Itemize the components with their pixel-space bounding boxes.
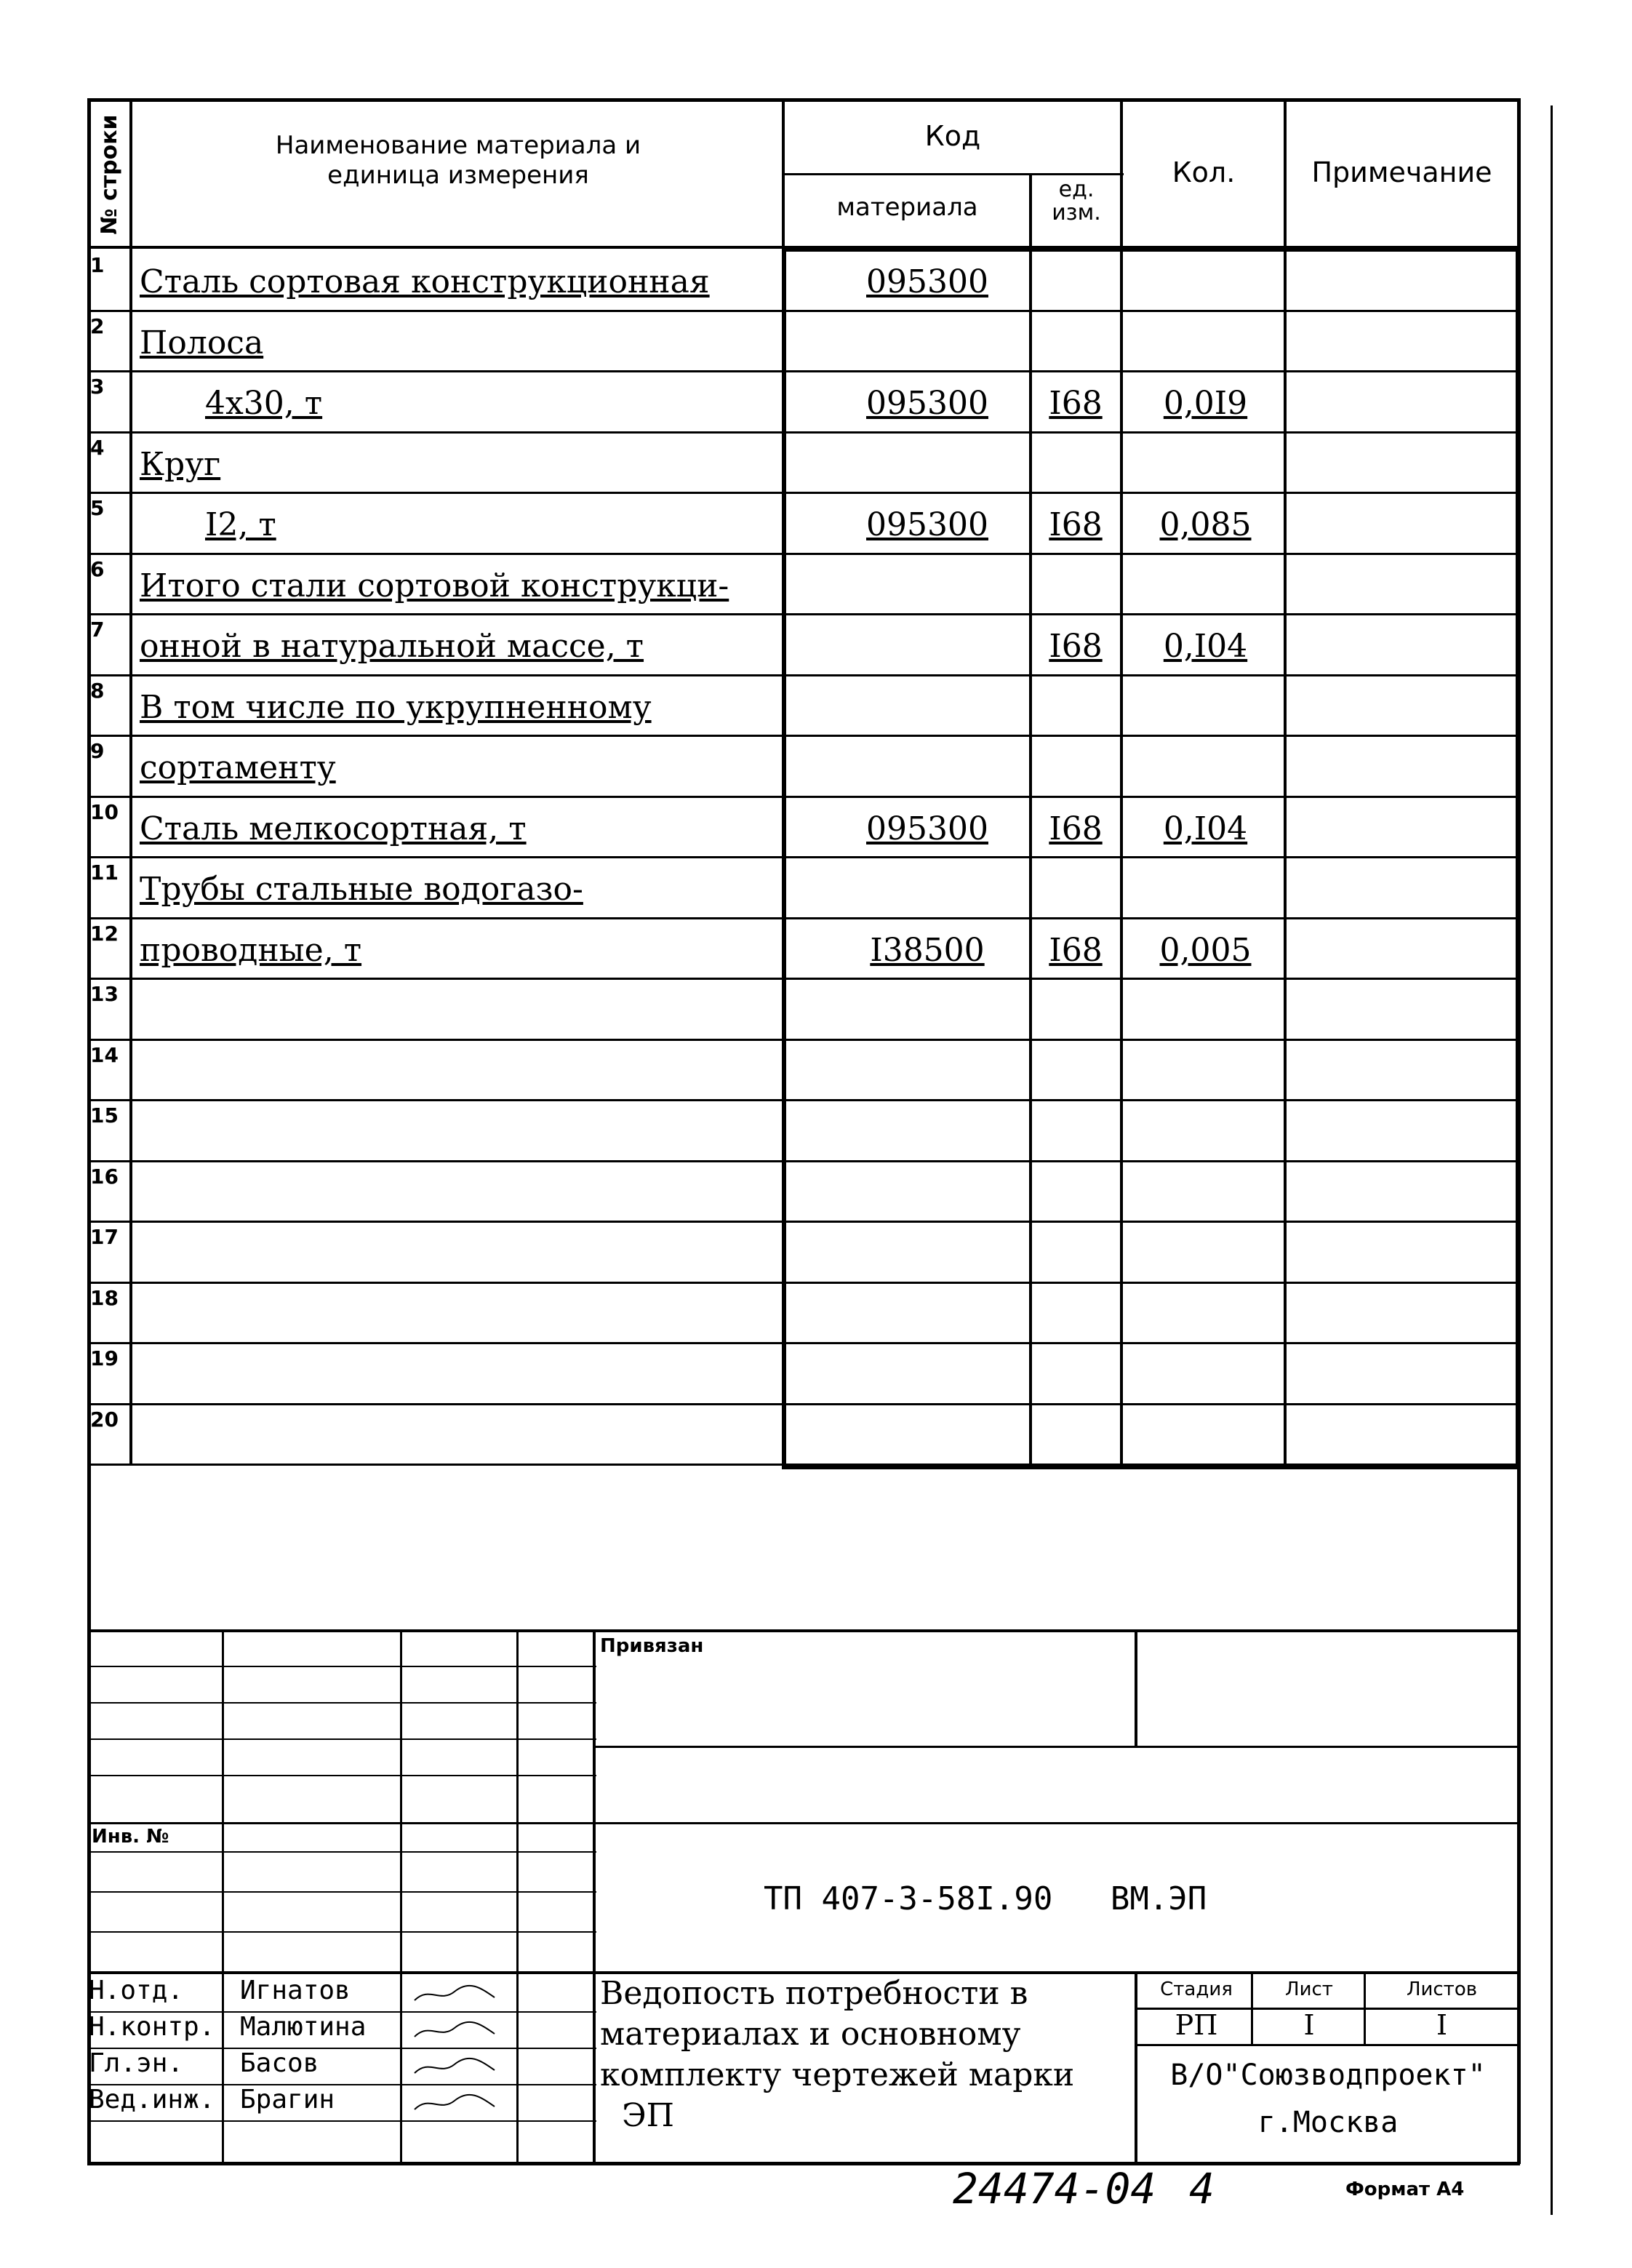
table-row [87,492,1520,553]
unit-code: I68 [1049,628,1103,665]
signer-name: Малютина [240,2012,367,2042]
sheet-label: Лист [1285,1978,1333,2000]
stage-label: Стадия [1160,1978,1233,2000]
row-number: 16 [90,1165,119,1189]
table-row [87,1039,1520,1100]
header-row-no: № строки [97,114,122,235]
material-name: I2, т [205,506,276,543]
signer-role: Н.отд. [89,1976,184,2005]
signature-mark [411,2093,498,2114]
row-number: 15 [90,1103,119,1127]
header-note: Примечание [1311,156,1492,188]
row-number: 19 [90,1346,119,1370]
row-number: 3 [90,375,105,399]
material-code: 095300 [866,385,988,422]
row-number: 2 [90,314,105,338]
table-row [87,1403,1520,1464]
table-row [87,735,1520,796]
material-name: Полоса [140,324,264,362]
org-name: В/О"Союзводпроект" [1170,2059,1486,2092]
material-name: Сталь сортовая конструкционная [140,263,710,300]
row-number: 7 [90,618,105,642]
signature-mark [411,2057,498,2077]
table-row [87,978,1520,1039]
signature-mark [411,1984,498,2005]
material-code: 095300 [866,263,988,300]
table-row [87,431,1520,492]
doc-title: Ведопость потребности в материалах и основному комплекту чертежей марки ЭП [600,1975,1075,2134]
org-city: г.Москва [1257,2106,1399,2139]
unit-code: I68 [1049,810,1103,847]
material-name: Сталь мелкосортная, т [140,810,527,847]
signature-mark [411,2021,498,2041]
row-number: 8 [90,679,105,703]
table-row [87,1099,1520,1160]
signer-role: Н.контр. [89,2012,215,2042]
unit-code: I68 [1049,385,1103,422]
table-row [87,856,1520,917]
inv-no-label: Инв. № [92,1826,169,1848]
format-label: Формат А4 [1345,2179,1465,2200]
stage-value: РП [1175,2009,1218,2041]
row-number: 13 [90,982,119,1006]
sheets-label: Листов [1406,1978,1478,2000]
privyazan-label: Привязан [600,1635,704,1657]
material-name: онной в натуральной массе, т [140,628,644,665]
signer-name: Басов [240,2048,319,2078]
table-row [87,370,1520,431]
table-row [87,613,1520,674]
header-name: Наименование материала и единица измерения [275,131,641,190]
unit-code: I68 [1049,932,1103,969]
quantity: 0,I04 [1163,810,1248,847]
sheets-value: I [1436,2009,1447,2041]
row-number: 10 [90,800,119,824]
row-number: 9 [90,739,105,763]
quantity: 0,I04 [1163,628,1248,665]
row-number: 4 [90,436,105,460]
quantity: 0,0I9 [1163,385,1248,422]
material-name: 4х30, т [205,385,323,422]
header-material: материала [836,193,978,222]
row-number: 1 [90,253,105,277]
row-number: 11 [90,861,119,885]
material-name: Итого стали сортовой конструкци- [140,567,729,604]
material-name: В том числе по укрупненному [140,689,652,726]
unit-code: I68 [1049,506,1103,543]
quantity: 0,085 [1159,506,1252,543]
page-number: 4 [1189,2164,1215,2213]
row-number: 5 [90,496,105,520]
material-name: проводные, т [140,932,362,969]
material-name: сортаменту [140,749,336,786]
table-row [87,674,1520,735]
row-number: 17 [90,1225,119,1249]
doc-code: ТП 407-3-58I.90 ВМ.ЭП [764,1880,1207,1917]
row-number: 18 [90,1286,119,1310]
table-row [87,1160,1520,1221]
row-number: 20 [90,1407,119,1432]
table-row [87,1282,1520,1343]
row-number: 12 [90,922,119,946]
table-row [87,1221,1520,1282]
signer-name: Игнатов [240,1976,351,2005]
material-code: I38500 [870,932,985,969]
table-row [87,796,1520,857]
row-number: 14 [90,1043,119,1067]
table-row [87,310,1520,371]
table-row [87,553,1520,614]
material-code: 095300 [866,506,988,543]
signer-role: Гл.эн. [89,2048,184,2078]
header-unit: ед. изм. [1052,177,1101,225]
material-name: Трубы стальные водогазо- [140,871,583,908]
quantity: 0,005 [1159,932,1252,969]
table-row [87,917,1520,978]
inventory-number: 24474-04 [953,2164,1156,2213]
signer-role: Вед.инж. [89,2085,215,2115]
material-name: Круг [140,446,221,483]
header-code: Код [924,120,981,152]
row-number: 6 [90,557,105,581]
header-qty: Кол. [1172,156,1236,188]
material-code: 095300 [866,810,988,847]
sheet-value: I [1303,2009,1315,2041]
table-row [87,249,1520,310]
signer-name: Брагин [240,2085,335,2115]
table-row [87,1342,1520,1403]
